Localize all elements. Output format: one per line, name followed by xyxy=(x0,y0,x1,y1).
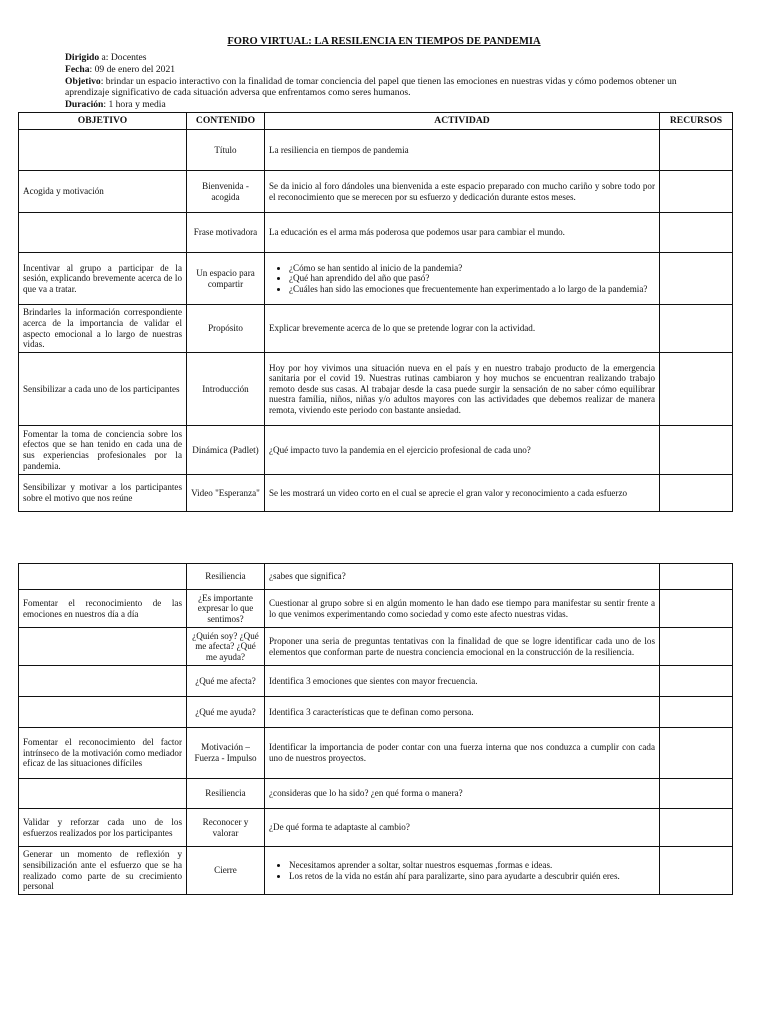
header-contenido: CONTENIDO xyxy=(187,113,265,130)
duracion-value: : 1 hora y media xyxy=(103,99,166,110)
bullet-list xyxy=(269,860,655,881)
objetivo-cell: Generar un momento de reflexión y sensibilización ante el esfuerzo que se ha realizado como parte de su crecimiento personal xyxy=(19,847,187,895)
table-row xyxy=(19,475,733,512)
header-recursos: RECURSOS xyxy=(660,113,733,130)
objetivo-cell: Brindarles la información correspondiente acerca de la importancia de validar el aspecto emocional a lo largo de nuestras vidas. xyxy=(19,305,187,353)
objetivo-cell xyxy=(19,213,187,253)
contenido-cell: ¿Es importante expresar lo que sentimos? xyxy=(187,590,265,628)
objetivo-cell xyxy=(19,628,187,666)
page-title: FORO VIRTUAL: LA RESILENCIA EN TIEMPOS DE PANDEMIA xyxy=(227,36,541,47)
contenido-cell: Introducción xyxy=(187,353,265,426)
objetivo-cell: Incentivar al grupo a participar de la sesión, explicando brevemente acerca de lo que va a tratar. xyxy=(19,253,187,305)
table-row xyxy=(19,728,733,779)
table-row xyxy=(19,564,733,590)
recursos-cell xyxy=(660,253,733,305)
contenido-cell: ¿Qué me afecta? xyxy=(187,666,265,697)
contenido-cell: Un espacio para compartir xyxy=(187,253,265,305)
table-row xyxy=(19,305,733,353)
objetivo-cell: Sensibilizar a cada uno de los participantes xyxy=(19,353,187,426)
recursos-cell xyxy=(660,171,733,213)
recursos-cell xyxy=(660,130,733,171)
table-row xyxy=(19,809,733,847)
table-header-row xyxy=(19,113,733,130)
actividad-cell: Identificar la importancia de poder contar con una fuerza interna que nos conduzca a cumplir con cada uno de nuestros proyectos. xyxy=(265,728,660,779)
table-row xyxy=(19,590,733,628)
recursos-cell xyxy=(660,697,733,728)
header-actividad: ACTIVIDAD xyxy=(265,113,660,130)
recursos-cell xyxy=(660,353,733,426)
list-item: • ¿Qué han aprendido del año que pasó? xyxy=(289,273,655,284)
objetivo-cell: Fomentar el reconocimiento de las emociones en nuestros día a día xyxy=(19,590,187,628)
recursos-cell xyxy=(660,628,733,666)
header-objetivo: OBJETIVO xyxy=(19,113,187,130)
duracion-label: Duración xyxy=(65,99,104,110)
actividad-cell: Identifica 3 emociones que sientes con mayor frecuencia. xyxy=(265,666,660,697)
list-item: • ¿Cómo se han sentido al inicio de la pandemia? xyxy=(289,263,655,274)
objetivo-line xyxy=(65,76,715,98)
recursos-cell xyxy=(660,564,733,590)
actividad-cell: ¿De qué forma te adaptaste al cambio? xyxy=(265,809,660,847)
table-row xyxy=(19,628,733,666)
objetivo-cell xyxy=(19,779,187,809)
actividad-cell: Explicar brevemente acerca de lo que se pretende lograr con la actividad. xyxy=(265,305,660,353)
table-row xyxy=(19,130,733,171)
contenido-cell: Cierre xyxy=(187,847,265,895)
actividad-cell: Se da inicio al foro dándoles una bienvenida a este espacio preparado con mucho cariño y sobre todo por el reconocimiento que se merecen por su esfuerzo y dedicación durante estos meses. xyxy=(265,171,660,213)
objetivo-cell: Validar y reforzar cada uno de los esfuerzos realizados por los participantes xyxy=(19,809,187,847)
objetivo-cell: Fomentar la toma de conciencia sobre los efectos que se han tenido en cada una de sus experiencias profesionales por la pandemia. xyxy=(19,426,187,475)
table-row xyxy=(19,779,733,809)
contenido-cell: Propósito xyxy=(187,305,265,353)
recursos-cell xyxy=(660,305,733,353)
actividad-cell: Proponer una seria de preguntas tentativas con la finalidad de que se logre identificar cada uno de los elementos que conforman parte de nuestra conciencia emocional en la construcción de la resiliencia. xyxy=(265,628,660,666)
actividad-cell: La resiliencia en tiempos de pandemia xyxy=(265,130,660,171)
actividad-cell: ¿consideras que lo ha sido? ¿en qué forma o manera? xyxy=(265,779,660,809)
fecha-line xyxy=(65,64,715,75)
list-item: • Los retos de la vida no están ahí para paralizarte, sino para ayudarte a descubrir quién eres. xyxy=(289,871,655,882)
contenido-cell: ¿Quién soy? ¿Qué me afecta? ¿Qué me ayuda? xyxy=(187,628,265,666)
objetivo-cell: Acogida y motivación xyxy=(19,171,187,213)
objetivo-cell: Fomentar el reconocimiento del factor intrínseco de la motivación como mediador eficaz de las situaciones difíciles xyxy=(19,728,187,779)
table-row xyxy=(19,666,733,697)
dirigido-value: a: Docentes xyxy=(99,52,147,63)
contenido-cell: Motivación – Fuerza - Impulso xyxy=(187,728,265,779)
objetivo-cell xyxy=(19,130,187,171)
contenido-cell: Frase motivadora xyxy=(187,213,265,253)
objetivo-cell xyxy=(19,697,187,728)
recursos-cell xyxy=(660,426,733,475)
duracion-line xyxy=(65,99,715,110)
contenido-cell: ¿Qué me ayuda? xyxy=(187,697,265,728)
objetivo-cell: Sensibilizar y motivar a los participantes sobre el motivo que nos reúne xyxy=(19,475,187,512)
actividad-cell: La educación es el arma más poderosa que podemos usar para cambiar el mundo. xyxy=(265,213,660,253)
plan-table-2 xyxy=(18,563,733,895)
contenido-cell: Reconocer y valorar xyxy=(187,809,265,847)
actividad-cell xyxy=(265,847,660,895)
dirigido-label: Dirigido xyxy=(65,52,100,63)
actividad-cell: Cuestionar al grupo sobre si en algún momento le han dado ese tiempo para manifestar su sentir frente a lo que venimos experimentando como sociedad y como este afecto nuestras vidas. xyxy=(265,590,660,628)
contenido-cell: Resiliencia xyxy=(187,564,265,590)
actividad-cell xyxy=(265,253,660,305)
contenido-cell: Bienvenida - acogida xyxy=(187,171,265,213)
contenido-cell: Título xyxy=(187,130,265,171)
contenido-cell: Dinámica (Padlet) xyxy=(187,426,265,475)
recursos-cell xyxy=(660,809,733,847)
table-row xyxy=(19,171,733,213)
fecha-value: : 09 de enero del 2021 xyxy=(89,64,176,75)
table-row xyxy=(19,697,733,728)
recursos-cell xyxy=(660,779,733,809)
actividad-cell: Hoy por hoy vivimos una situación nueva en el país y en nuestro trabajo producto de la emergencia sanitaria por el covid 19. Nuestras rutinas cambiaron y hoy muchos se encuentran realizando trabajo remoto desde sus casas. Al trabajar desde la casa puede surgir la sensación de no saber cómo equilibrar nuestra familia, niños, niñas y/o adultos mayores con las actividades que debemos realizar de manera remota, viviendo este periodo con bastante ansiedad. xyxy=(265,353,660,426)
actividad-cell: ¿Qué impacto tuvo la pandemia en el ejercicio profesional de cada uno? xyxy=(265,426,660,475)
actividad-cell: Identifica 3 características que te definan como persona. xyxy=(265,697,660,728)
table-row xyxy=(19,353,733,426)
list-item: • Necesitamos aprender a soltar, soltar nuestros esquemas ,formas e ideas. xyxy=(289,860,655,871)
table-row xyxy=(19,847,733,895)
recursos-cell xyxy=(660,728,733,779)
actividad-cell: Se les mostrará un video corto en el cual se aprecie el gran valor y reconocimiento a cada esfuerzo xyxy=(265,475,660,512)
recursos-cell xyxy=(660,590,733,628)
table-row xyxy=(19,213,733,253)
contenido-cell: Video "Esperanza" xyxy=(187,475,265,512)
objetivo-cell xyxy=(19,666,187,697)
recursos-cell xyxy=(660,213,733,253)
recursos-cell xyxy=(660,475,733,512)
objetivo-label: Objetivo xyxy=(65,76,101,87)
dirigido-line xyxy=(65,52,715,63)
objetivo-cell xyxy=(19,564,187,590)
fecha-label: Fecha xyxy=(65,64,90,75)
table-row xyxy=(19,426,733,475)
actividad-cell: ¿sabes que significa? xyxy=(265,564,660,590)
recursos-cell xyxy=(660,847,733,895)
table-row xyxy=(19,253,733,305)
objetivo-value: : brindar un espacio interactivo con la finalidad de tomar conciencia del papel que tienen las emociones en nuestras vidas y cómo podemos obtener un aprendizaje significativo de cada situación adversa que enfrentamos como seres humanos. xyxy=(65,76,677,98)
list-item: • ¿Cuáles han sido las emociones que frecuentemente han experimentado a lo largo de la pandemia? xyxy=(289,284,655,295)
plan-table-1 xyxy=(18,112,733,512)
bullet-list xyxy=(269,263,655,295)
contenido-cell: Resiliencia xyxy=(187,779,265,809)
recursos-cell xyxy=(660,666,733,697)
